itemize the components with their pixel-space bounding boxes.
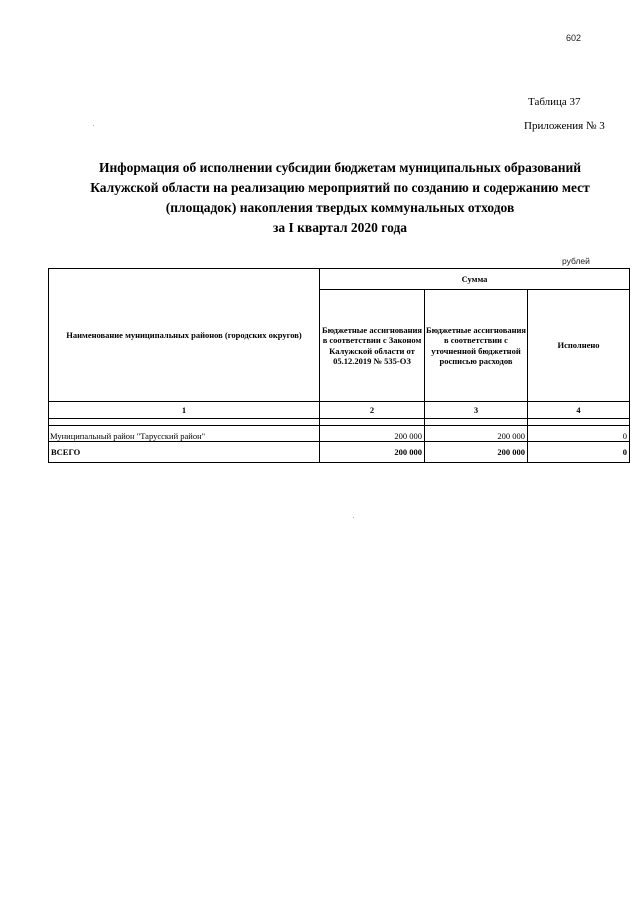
budget-law-value: 200 000 (320, 426, 425, 442)
spacer-cell (425, 419, 528, 426)
header-municipality-name: Наименование муниципальных районов (городских округов) (49, 269, 320, 402)
header-budget-revised: Бюджетные ассигнования в соответствии с уточненной бюджетной росписью расходов (425, 290, 528, 402)
header-budget-law: Бюджетные ассигнования в соответствии с Законом Калужской области от 05.12.2019 № 535-ОЗ (320, 290, 425, 402)
municipality-name: Муниципальный район "Тарусский район" (49, 426, 320, 442)
budget-revised-value: 200 000 (425, 426, 528, 442)
column-number: 4 (528, 402, 630, 419)
total-executed: 0 (528, 442, 630, 463)
title-line: Информация об исполнении субсидии бюджетам муниципальных образований (98, 160, 582, 175)
spacer-cell (320, 419, 425, 426)
total-row (49, 442, 630, 463)
total-label: ВСЕГО (49, 442, 320, 463)
scan-speck (353, 517, 354, 518)
total-budget-law: 200 000 (320, 442, 425, 463)
header-executed: Исполнено (528, 290, 630, 402)
spacer-cell (528, 419, 630, 426)
executed-value: 0 (528, 426, 630, 442)
page-number: 602 (566, 33, 582, 43)
subsidy-table (48, 268, 630, 463)
column-number: 1 (49, 402, 320, 419)
appendix-reference: Приложения № 3 (524, 120, 605, 132)
title-line: за I квартал 2020 года (272, 220, 408, 235)
header-sum: Сумма (320, 269, 630, 290)
units-label: рублей (562, 256, 590, 266)
total-budget-revised: 200 000 (425, 442, 528, 463)
spacer-cell (49, 419, 320, 426)
column-number: 3 (425, 402, 528, 419)
column-number: 2 (320, 402, 425, 419)
document-title (52, 158, 628, 238)
scan-speck (93, 125, 94, 126)
table-row (49, 426, 630, 442)
title-line: (площадок) накопления твердых коммунальных отходов (165, 200, 515, 215)
title-line: Калужской области на реализацию мероприятий по созданию и содержанию мест (90, 180, 590, 195)
table-reference: Таблица 37 (528, 96, 581, 108)
